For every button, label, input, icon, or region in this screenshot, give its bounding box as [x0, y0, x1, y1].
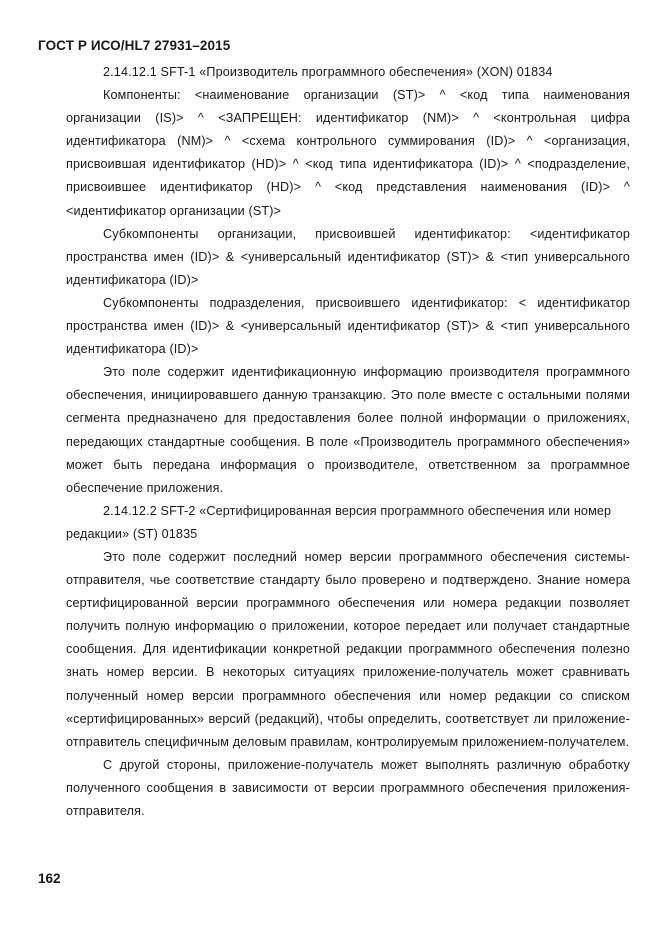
- paragraph-sft2-description: Это поле содержит последний номер версии программного обеспечения системы-отправителя, чье соответствие стандарту было проверено и подтверждено. Знание номера сертифицированной версии программного обеспечения или номера редакции позволяет получить полную информацию о приложении, которое передает или получает стандартные сообщения. Для идентификации конкретной редакции программного обеспечения полезно знать номер версии. В некоторых ситуациях приложение-получатель может сравнивать полученный номер версии программного обеспечения или номер редакции со списком «сертифицированных» версий (редакций), чтобы определить, соответствует ли приложение-отправитель специфичным деловым правилам, контролируемым приложением-получателем.: [66, 549, 630, 749]
- page-number: 162: [38, 871, 61, 886]
- section-heading-sft2: 2.14.12.2 SFT-2 «Сертифицированная версия программного обеспечения или номер редакции» (ST) 01835: [66, 503, 612, 541]
- document-body: [66, 61, 630, 823]
- paragraph-components: Компоненты: <наименование организации (ST)> ^ <код типа наименования организации (IS)> ^ <ЗАПРЕЩЕН: идентификатор (NM)> ^ <контрольная цифра идентификатора (NM)> ^ <схема контрольного суммирования (ID)> ^ <организация, присвоившая идентификатор (HD)> ^ <код типа идентификатора (ID)> ^ <подразделение, присвоившее идентификатор (HD)> ^ <код представления наименования (ID)> ^ <идентификатор организации (ST)>: [66, 88, 630, 218]
- paragraph-sft2-alternative: С другой стороны, приложение-получатель может выполнять различную обработку полученного сообщения в зависимости от версии программного обеспечения приложения-отправителя.: [66, 757, 630, 818]
- paragraph-dept-subcomponents: Субкомпоненты подразделения, присвоившего идентификатор: < идентификатор пространства имен (ID)> & <универсальный идентификатор (ST)> & <тип универсального идентификатора (ID)>: [66, 295, 630, 357]
- paragraph-sft1-description: Это поле содержит идентификационную информацию производителя программного обеспечения, инициировавшего данную транзакцию. Это поле вместе с остальными полями сегмента предназначено для предоставления более полной информации о приложениях, передающих стандартные сообщения. В поле «Производитель программного обеспечения» может быть передана информация о производителе, ответственном за программное обеспечение приложения.: [66, 365, 630, 495]
- paragraph-org-subcomponents: Субкомпоненты организации, присвоившей идентификатор: <идентификатор пространства имен (ID)> & <универсальный идентификатор (ST)> & <тип универсального идентификатора (ID)>: [66, 226, 630, 287]
- section-heading-sft1: 2.14.12.1 SFT-1 «Производитель программного обеспечения» (XON) 01834: [103, 65, 553, 79]
- document-header: ГОСТ Р ИСО/HL7 27931–2015: [38, 38, 231, 53]
